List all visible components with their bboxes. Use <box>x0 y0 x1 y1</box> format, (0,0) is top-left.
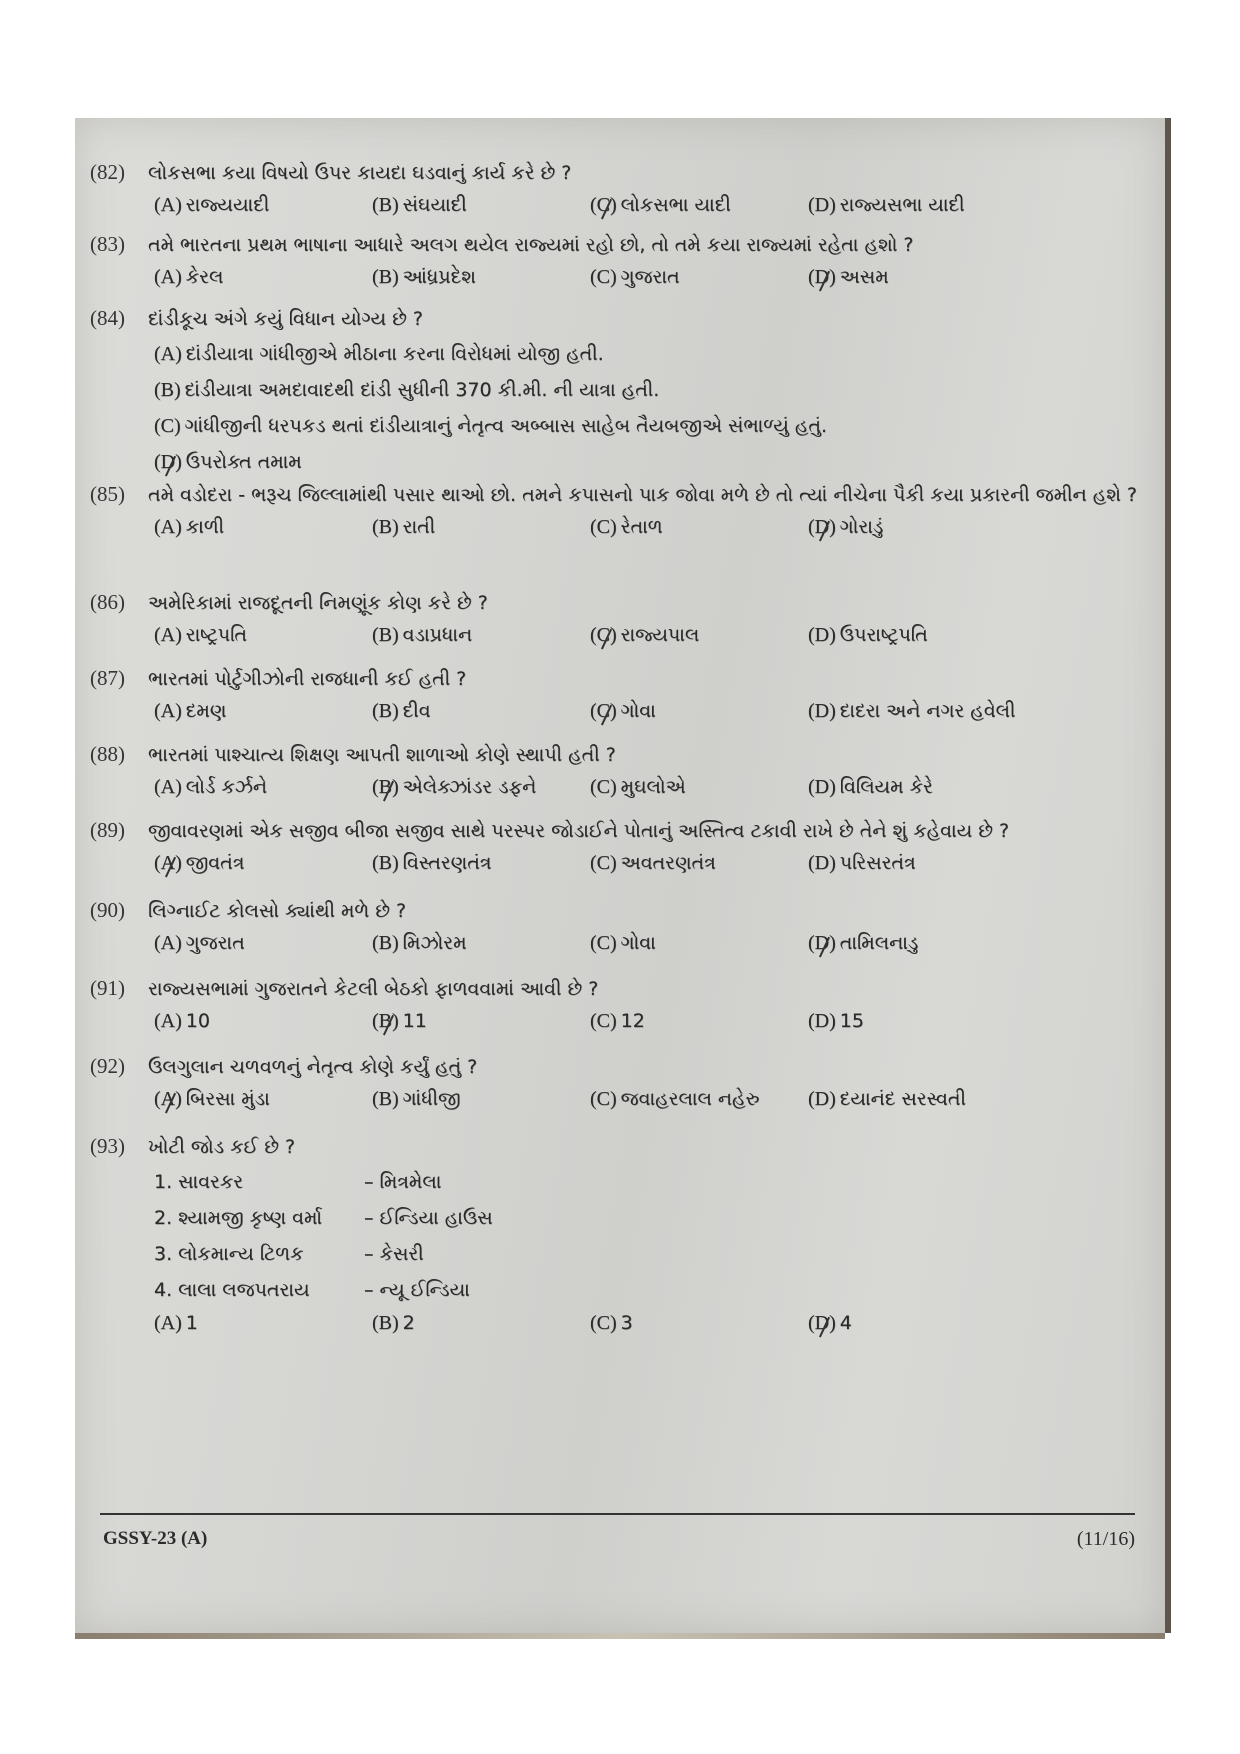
question-text: દાંડીકૂચ અંગે કયું વિધાન યોગ્ય છે ? <box>148 308 423 330</box>
match-pair-2: 2. શ્યામજી કૃષ્ણ વર્મા – ઈન્ડિયા હાઉસ <box>154 1207 493 1229</box>
option-a: (A) રાષ્ટ્રપતિ <box>154 624 247 646</box>
options-row <box>154 932 1150 955</box>
options-row <box>154 776 1150 799</box>
question-93 <box>90 1130 1150 1335</box>
options-row <box>154 194 1150 217</box>
option-c: (C) 12 <box>590 1010 645 1032</box>
option-a: (A) 1 <box>154 1312 198 1334</box>
option-d-marked: (D) ગોરાડું <box>808 516 884 538</box>
option-a: (A) ગુજરાત <box>154 932 245 954</box>
options-row <box>154 1312 1150 1335</box>
option-b: (B) સંઘયાદી <box>372 194 467 216</box>
options-row <box>154 516 1150 539</box>
question-number: (86) <box>90 590 125 614</box>
question-text: લોકસભા કયા વિષયો ઉપર કાયદા ઘડવાનું કાર્ય કરે છે ? <box>148 162 572 184</box>
option-c-marked: (C) ગોવા <box>590 700 656 722</box>
option-c: (C) રેતાળ <box>590 516 663 538</box>
option-b: (B) વડાપ્રધાન <box>372 624 473 646</box>
statement-c: (C) ગાંધીજીની ધરપકડ થતાં દાંડીયાત્રાનું નેતૃત્વ અબ્બાસ સાહેબ તૈયબજીએ સંભાળ્યું હતું. <box>154 415 827 437</box>
question-92 <box>90 1050 1150 1111</box>
option-a-marked: (A) જીવતંત્ર <box>154 852 245 874</box>
question-text: ભારતમાં પાશ્ચાત્ય શિક્ષણ આપતી શાળાઓ કોણે સ્થાપી હતી ? <box>148 744 616 766</box>
question-89 <box>90 814 1150 875</box>
option-a-marked: (A) બિરસા મુંડા <box>154 1088 270 1110</box>
option-d: (D) રાજ્યસભા યાદી <box>808 194 965 216</box>
question-number: (83) <box>90 232 125 256</box>
option-a: (A) 10 <box>154 1010 210 1032</box>
statement-a: (A) દાંડીયાત્રા ગાંધીજીએ મીઠાના કરના વિરોધમાં યોજી હતી. <box>154 343 604 365</box>
option-c: (C) ગોવા <box>590 932 656 954</box>
page-number: (11/16) <box>1076 1528 1135 1550</box>
question-84 <box>90 302 1150 480</box>
question-82 <box>90 156 1150 217</box>
option-a: (A) લોર્ડ કર્ઝને <box>154 776 268 798</box>
statement-b: (B) દાંડીયાત્રા અમદાવાદથી દાંડી સુધીની 370 કી.મી. ની યાત્રા હતી. <box>154 379 660 401</box>
question-number: (85) <box>90 482 125 506</box>
option-d: (D) ઉપરાષ્ટ્રપતિ <box>808 624 928 646</box>
option-c-marked: (C) રાજ્યપાલ <box>590 624 700 646</box>
question-text: અમેરિકામાં રાજદૂતની નિમણૂંક કોણ કરે છે ? <box>148 592 488 614</box>
question-91 <box>90 972 1150 1033</box>
option-b-marked: (B) 11 <box>372 1010 427 1032</box>
match-pair-1: 1. સાવરકર – મિત્રમેલા <box>154 1171 442 1193</box>
option-d-marked: (D) 4 <box>808 1312 852 1334</box>
paper-code: GSSY-23 (A) <box>103 1528 208 1549</box>
question-number: (93) <box>90 1134 125 1158</box>
question-87 <box>90 662 1150 723</box>
option-a: (A) કાળી <box>154 516 225 538</box>
option-c: (C) મુઘલોએ <box>590 776 686 798</box>
question-text: ભારતમાં પોર્ટુગીઝોની રાજધાની કઈ હતી ? <box>148 668 467 690</box>
exam-paper-sheet <box>75 118 1165 1633</box>
option-c: (C) 3 <box>590 1312 633 1334</box>
question-85 <box>90 478 1150 539</box>
option-c: (C) અવતરણતંત્ર <box>590 852 716 874</box>
options-row <box>154 1010 1150 1033</box>
option-a: (A) દમણ <box>154 700 227 722</box>
question-text: તમે ભારતના પ્રથમ ભાષાના આધારે અલગ થયેલ રાજ્યમાં રહો છો, તો તમે કયા રાજ્યમાં રહેતા હશો ? <box>148 234 914 256</box>
option-b: (B) આંધ્રપ્રદેશ <box>372 266 476 288</box>
footer-divider <box>100 1513 1135 1515</box>
option-b: (B) રાતી <box>372 516 436 538</box>
option-c: (C) ગુજરાત <box>590 266 680 288</box>
question-text: રાજ્યસભામાં ગુજરાતને કેટલી બેઠકો ફાળવવામાં આવી છે ? <box>148 978 599 1000</box>
option-c-marked: (C) લોકસભા યાદી <box>590 194 731 216</box>
option-d-marked: (D) તામિલનાડુ <box>808 932 919 954</box>
question-text: લિગ્નાઈટ કોલસો ક્યાંથી મળે છે ? <box>148 900 407 922</box>
option-b: (B) મિઝોરમ <box>372 932 467 954</box>
question-text: જીવાવરણમાં એક સજીવ બીજા સજીવ સાથે પરસ્પર જોડાઈને પોતાનું અસ્તિત્વ ટકાવી રાખે છે તેને શું કહેવાય છે ? <box>148 820 1010 842</box>
question-number: (84) <box>90 306 125 330</box>
option-d: (D) દાદરા અને નગર હવેલી <box>808 700 1016 722</box>
option-d: (D) વિલિયમ કેરે <box>808 776 933 798</box>
question-text: ખોટી જોડ કઈ છે ? <box>148 1136 296 1158</box>
question-number: (88) <box>90 742 125 766</box>
option-d: (D) પરિસરતંત્ર <box>808 852 916 874</box>
question-text: ઉલગુલાન ચળવળનું નેતૃત્વ કોણે કર્યું હતું ? <box>148 1056 478 1078</box>
statement-d-marked: (D) ઉપરોક્ત તમામ <box>154 451 302 473</box>
option-b-marked: (B) એલેક્ઝાંડર ડફને <box>372 776 537 798</box>
question-number: (91) <box>90 976 125 1000</box>
options-row <box>154 624 1150 647</box>
option-b: (B) 2 <box>372 1312 415 1334</box>
option-a: (A) રાજ્યયાદી <box>154 194 270 216</box>
option-d-marked: (D) અસમ <box>808 266 889 288</box>
option-a: (A) કેરલ <box>154 266 224 288</box>
paper-bottom-edge <box>75 1633 1165 1639</box>
question-83 <box>90 228 1150 289</box>
options-row <box>154 852 1150 875</box>
option-c: (C) જવાહરલાલ નહેરુ <box>590 1088 760 1110</box>
question-text: તમે વડોદરા - ભરૂચ જિલ્લામાંથી પસાર થાઓ છો. તમને કપાસનો પાક જોવા મળે છે તો ત્યાં નીચેના પૈકી કયા પ્રકારની જમીન હશે ? <box>148 484 1138 506</box>
question-number: (87) <box>90 666 125 690</box>
option-d: (D) 15 <box>808 1010 864 1032</box>
question-number: (90) <box>90 898 125 922</box>
paper-edge-shadow <box>1165 118 1171 1633</box>
question-90 <box>90 894 1150 955</box>
question-86 <box>90 586 1150 647</box>
option-b: (B) વિસ્તરણતંત્ર <box>372 852 492 874</box>
option-d: (D) દયાનંદ સરસ્વતી <box>808 1088 966 1110</box>
match-pair-4: 4. લાલા લજપતરાય – ન્યૂ ઈન્ડિયા <box>154 1279 470 1301</box>
question-number: (92) <box>90 1054 125 1078</box>
match-pair-3: 3. લોકમાન્ય ટિળક – કેસરી <box>154 1243 424 1265</box>
option-b: (B) ગાંધીજી <box>372 1088 461 1110</box>
options-row <box>154 1088 1150 1111</box>
question-number: (82) <box>90 160 125 184</box>
question-number: (89) <box>90 818 125 842</box>
options-row <box>154 266 1150 289</box>
options-row <box>154 700 1150 723</box>
option-b: (B) દીવ <box>372 700 431 722</box>
question-88 <box>90 738 1150 799</box>
